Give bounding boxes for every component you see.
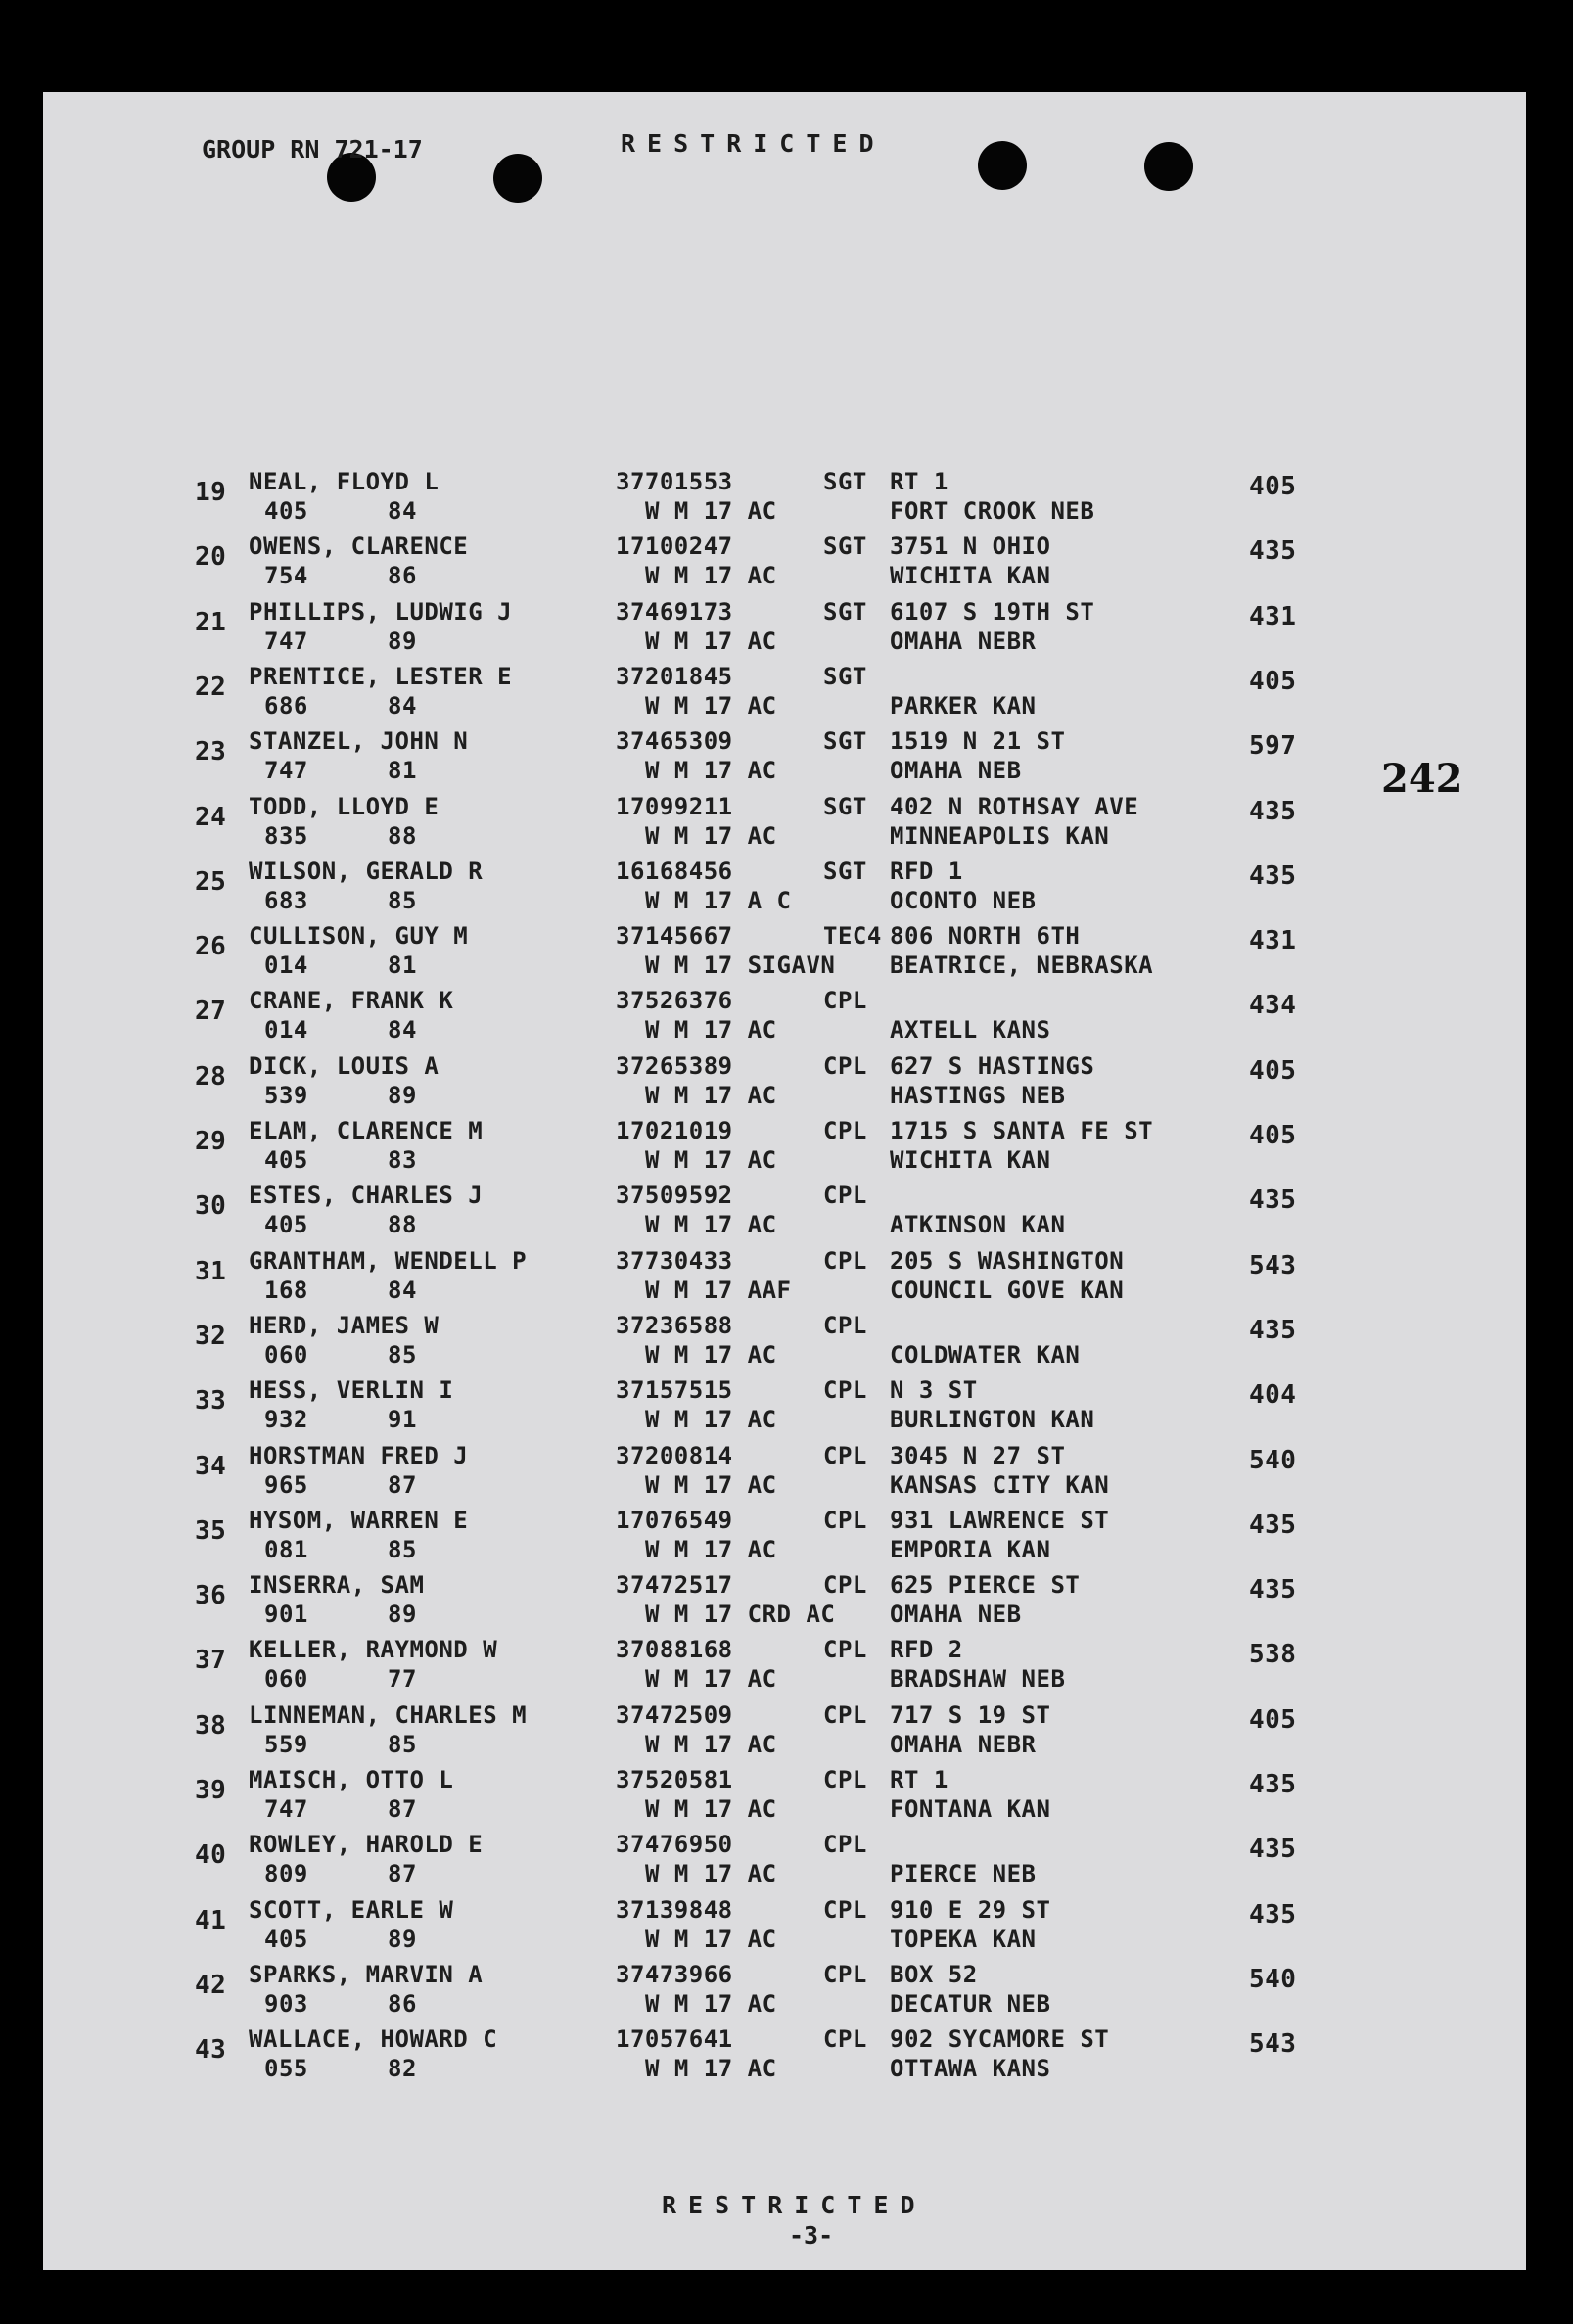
entry-code: 055 xyxy=(264,2055,308,2083)
entry-addr2: WICHITA KAN xyxy=(890,562,1051,590)
entry-mos: 431 xyxy=(1249,926,1297,956)
entry-branch: W M 17 A C xyxy=(645,886,792,914)
entry-code: 747 xyxy=(264,627,308,655)
document-page xyxy=(43,92,1526,2270)
entry-rank: CPL xyxy=(823,1636,867,1664)
entry-addr2: FONTANA KAN xyxy=(890,1795,1051,1823)
entry-serial: 37472509 xyxy=(616,1700,733,1729)
entry-serial: 17076549 xyxy=(616,1506,733,1534)
entry-addr2: PIERCE NEB xyxy=(890,1860,1037,1888)
roster-entry xyxy=(43,1247,1526,1312)
entry-code: 060 xyxy=(264,1340,308,1369)
entry-code: 932 xyxy=(264,1406,308,1434)
entry-score: 86 xyxy=(388,562,417,590)
entry-mos: 435 xyxy=(1249,1770,1297,1799)
classification-footer: RESTRICTED xyxy=(662,2191,927,2219)
entry-name: DICK, LOUIS A xyxy=(249,1051,440,1080)
entry-rank: TEC4 xyxy=(823,922,882,951)
entry-num: 38 xyxy=(195,1710,227,1741)
entry-branch: W M 17 AAF xyxy=(645,1276,792,1304)
entry-num: 22 xyxy=(195,672,227,702)
entry-name: SCOTT, EARLE W xyxy=(249,1895,454,1924)
entry-addr1: 1519 N 21 ST xyxy=(890,727,1066,756)
entry-rank: SGT xyxy=(823,792,867,820)
entry-num: 39 xyxy=(195,1776,227,1805)
entry-rank: CPL xyxy=(823,1960,867,1988)
entry-rank: SGT xyxy=(823,857,867,885)
entry-addr2: PARKER KAN xyxy=(890,691,1037,720)
entry-code: 405 xyxy=(264,1211,308,1239)
entry-serial: 37469173 xyxy=(616,597,733,626)
entry-branch: W M 17 AC xyxy=(645,2055,777,2083)
entry-branch: W M 17 AC xyxy=(645,821,777,850)
entry-score: 87 xyxy=(388,1470,417,1499)
entry-rank: CPL xyxy=(823,2025,867,2054)
entry-code: 686 xyxy=(264,691,308,720)
entry-score: 82 xyxy=(388,2055,417,2083)
entry-name: ROWLEY, HAROLD E xyxy=(249,1831,484,1859)
entry-serial: 37200814 xyxy=(616,1441,733,1469)
entry-addr1: 205 S WASHINGTON xyxy=(890,1246,1125,1275)
entry-serial: 37520581 xyxy=(616,1766,733,1793)
entry-score: 83 xyxy=(388,1146,417,1174)
entry-score: 85 xyxy=(388,1535,417,1563)
entry-addr2: COUNCIL GOVE KAN xyxy=(890,1276,1125,1304)
entry-num: 32 xyxy=(195,1321,227,1351)
entry-name: MAISCH, OTTO L xyxy=(249,1766,454,1793)
entry-addr2: EMPORIA KAN xyxy=(890,1535,1051,1563)
entry-addr1: 3045 N 27 ST xyxy=(890,1441,1066,1469)
roster-entry xyxy=(43,922,1526,987)
entry-mos: 405 xyxy=(1249,666,1297,696)
roster-entry xyxy=(43,1052,1526,1117)
entry-name: ELAM, CLARENCE M xyxy=(249,1117,484,1144)
roster-entry xyxy=(43,1636,1526,1700)
entry-score: 86 xyxy=(388,1989,417,2018)
roster-entry xyxy=(43,1442,1526,1507)
entry-mos: 435 xyxy=(1249,1510,1297,1540)
entry-serial: 17021019 xyxy=(616,1117,733,1144)
entry-num: 27 xyxy=(195,997,227,1027)
entry-serial: 37472517 xyxy=(616,1571,733,1600)
entry-addr2: AXTELL KANS xyxy=(890,1016,1051,1045)
entry-serial: 37473966 xyxy=(616,1960,733,1988)
roster-entry xyxy=(43,1571,1526,1636)
entry-num: 41 xyxy=(195,1905,227,1935)
entry-rank: CPL xyxy=(823,1831,867,1859)
entry-branch: W M 17 AC xyxy=(645,1406,777,1434)
entry-num: 25 xyxy=(195,866,227,897)
entry-name: SPARKS, MARVIN A xyxy=(249,1960,484,1988)
entry-num: 36 xyxy=(195,1581,227,1611)
roster-entry xyxy=(43,1831,1526,1895)
roster-entry xyxy=(43,727,1526,792)
entry-mos: 435 xyxy=(1249,1899,1297,1929)
entry-serial: 37157515 xyxy=(616,1376,733,1405)
entry-mos: 405 xyxy=(1249,472,1297,501)
entry-addr1: RFD 2 xyxy=(890,1636,963,1664)
entry-score: 84 xyxy=(388,1016,417,1045)
entry-code: 747 xyxy=(264,757,308,785)
entry-score: 85 xyxy=(388,1340,417,1369)
entry-code: 014 xyxy=(264,952,308,980)
entry-mos: 543 xyxy=(1249,2029,1297,2060)
entry-name: TODD, LLOYD E xyxy=(249,792,440,820)
roster-entry xyxy=(43,858,1526,922)
entry-serial: 37701553 xyxy=(616,468,733,495)
entry-branch: W M 17 AC xyxy=(645,1470,777,1499)
entry-mos: 435 xyxy=(1249,1315,1297,1345)
entry-code: 081 xyxy=(264,1535,308,1563)
entry-name: CRANE, FRANK K xyxy=(249,987,454,1015)
entry-branch: W M 17 AC xyxy=(645,757,777,785)
punch-hole xyxy=(1144,142,1193,191)
entry-branch: W M 17 AC xyxy=(645,1535,777,1563)
roster-entry xyxy=(43,1376,1526,1441)
entry-addr2: FORT CROOK NEB xyxy=(890,497,1095,525)
entry-score: 89 xyxy=(388,1601,417,1629)
roster-entry xyxy=(43,1312,1526,1376)
entry-score: 89 xyxy=(388,627,417,655)
entry-rank: CPL xyxy=(823,1376,867,1405)
entry-num: 30 xyxy=(195,1191,227,1222)
entry-rank: SGT xyxy=(823,597,867,626)
entry-branch: W M 17 AC xyxy=(645,1146,777,1174)
roster-entry xyxy=(43,1701,1526,1766)
entry-addr2: COLDWATER KAN xyxy=(890,1340,1081,1369)
punch-hole xyxy=(493,154,542,203)
entry-addr2: DECATUR NEB xyxy=(890,1989,1051,2018)
entry-rank: CPL xyxy=(823,1246,867,1275)
roster-entry xyxy=(43,663,1526,727)
entry-mos: 431 xyxy=(1249,601,1297,631)
entry-name: HERD, JAMES W xyxy=(249,1311,440,1339)
entry-addr2: BRADSHAW NEB xyxy=(890,1665,1066,1694)
entry-mos: 540 xyxy=(1249,1445,1297,1475)
entry-serial: 17099211 xyxy=(616,792,733,820)
entry-code: 168 xyxy=(264,1276,308,1304)
entry-name: STANZEL, JOHN N xyxy=(249,727,469,756)
entry-num: 35 xyxy=(195,1515,227,1546)
roster-entry xyxy=(43,1117,1526,1182)
entry-branch: W M 17 AC xyxy=(645,562,777,590)
punch-hole xyxy=(978,141,1027,190)
entry-addr1: 625 PIERCE ST xyxy=(890,1571,1081,1600)
entry-mos: 435 xyxy=(1249,1575,1297,1605)
entry-rank: CPL xyxy=(823,1895,867,1924)
entry-serial: 37145667 xyxy=(616,922,733,951)
entry-name: NEAL, FLOYD L xyxy=(249,468,440,495)
entry-rank: CPL xyxy=(823,987,867,1015)
entry-branch: W M 17 CRD AC xyxy=(645,1601,836,1629)
classification-header: RESTRICTED xyxy=(621,129,886,158)
roster-entry xyxy=(43,1766,1526,1831)
entry-score: 88 xyxy=(388,1211,417,1239)
entry-code: 965 xyxy=(264,1470,308,1499)
entry-code: 754 xyxy=(264,562,308,590)
entry-code: 405 xyxy=(264,497,308,525)
entry-name: HORSTMAN FRED J xyxy=(249,1441,469,1469)
entry-addr2: TOPEKA KAN xyxy=(890,1925,1037,1953)
entry-name: GRANTHAM, WENDELL P xyxy=(249,1246,528,1275)
entry-score: 91 xyxy=(388,1406,417,1434)
entry-addr2: BEATRICE, NEBRASKA xyxy=(890,952,1154,980)
entry-serial: 17057641 xyxy=(616,2025,733,2054)
entry-addr1: 910 E 29 ST xyxy=(890,1895,1051,1924)
entry-serial: 37139848 xyxy=(616,1895,733,1924)
entry-num: 24 xyxy=(195,802,227,832)
roster-entry xyxy=(43,2025,1526,2090)
entry-addr2: KANSAS CITY KAN xyxy=(890,1470,1110,1499)
entry-serial: 37088168 xyxy=(616,1636,733,1664)
entry-addr2: HASTINGS NEB xyxy=(890,1081,1066,1109)
entry-num: 20 xyxy=(195,542,227,573)
entry-addr1: RFD 1 xyxy=(890,857,963,885)
entry-code: 539 xyxy=(264,1081,308,1109)
entry-mos: 435 xyxy=(1249,796,1297,826)
roster-entry xyxy=(43,1961,1526,2025)
entry-branch: W M 17 AC xyxy=(645,1795,777,1823)
entry-num: 40 xyxy=(195,1840,227,1871)
entry-serial: 37265389 xyxy=(616,1051,733,1080)
entry-addr1: 717 S 19 ST xyxy=(890,1700,1051,1729)
entry-mos: 434 xyxy=(1249,991,1297,1021)
entry-num: 28 xyxy=(195,1061,227,1092)
entry-addr2: WICHITA KAN xyxy=(890,1146,1051,1174)
entry-serial: 37730433 xyxy=(616,1246,733,1275)
page-number: -3- xyxy=(789,2221,834,2250)
entry-rank: CPL xyxy=(823,1571,867,1600)
entry-rank: SGT xyxy=(823,727,867,756)
group-number: GROUP RN 721-17 xyxy=(202,135,423,163)
roster-entry xyxy=(43,598,1526,663)
entry-rank: CPL xyxy=(823,1117,867,1144)
roster-entry xyxy=(43,987,1526,1051)
entry-num: 26 xyxy=(195,932,227,962)
entry-code: 835 xyxy=(264,821,308,850)
entry-branch: W M 17 AC xyxy=(645,1860,777,1888)
entry-addr2: OMAHA NEBR xyxy=(890,627,1037,655)
entry-name: CULLISON, GUY M xyxy=(249,922,469,951)
entry-score: 87 xyxy=(388,1795,417,1823)
entry-score: 85 xyxy=(388,886,417,914)
entry-score: 84 xyxy=(388,1276,417,1304)
roster-entry xyxy=(43,793,1526,858)
roster-entry xyxy=(43,468,1526,533)
entry-branch: W M 17 AC xyxy=(645,1081,777,1109)
entry-mos: 540 xyxy=(1249,1964,1297,1994)
entry-num: 31 xyxy=(195,1256,227,1286)
entry-mos: 435 xyxy=(1249,1185,1297,1216)
entry-branch: W M 17 AC xyxy=(645,627,777,655)
entry-addr1: BOX 52 xyxy=(890,1960,978,1988)
entry-name: PHILLIPS, LUDWIG J xyxy=(249,597,513,626)
entry-addr1: 1715 S SANTA FE ST xyxy=(890,1117,1154,1144)
entry-rank: CPL xyxy=(823,1182,867,1210)
roster-entry xyxy=(43,533,1526,597)
entry-num: 34 xyxy=(195,1451,227,1481)
entry-code: 014 xyxy=(264,1016,308,1045)
entry-num: 37 xyxy=(195,1646,227,1676)
entry-mos: 405 xyxy=(1249,1055,1297,1086)
entry-rank: SGT xyxy=(823,662,867,690)
entry-name: WALLACE, HOWARD C xyxy=(249,2025,498,2054)
entry-addr2: OMAHA NEB xyxy=(890,757,1022,785)
entry-addr2: OMAHA NEBR xyxy=(890,1730,1037,1758)
entry-num: 23 xyxy=(195,737,227,767)
entry-serial: 37509592 xyxy=(616,1182,733,1210)
entry-rank: CPL xyxy=(823,1766,867,1793)
page-stamp-number: 242 xyxy=(1381,756,1463,802)
entry-addr2: OTTAWA KANS xyxy=(890,2055,1051,2083)
entry-code: 809 xyxy=(264,1860,308,1888)
entry-mos: 597 xyxy=(1249,731,1297,762)
entry-score: 89 xyxy=(388,1081,417,1109)
entry-mos: 543 xyxy=(1249,1250,1297,1280)
entry-num: 43 xyxy=(195,2035,227,2066)
entry-num: 21 xyxy=(195,607,227,637)
entry-num: 19 xyxy=(195,478,227,507)
entry-branch: W M 17 SIGAVN xyxy=(645,952,836,980)
roster-entry xyxy=(43,1896,1526,1961)
entry-branch: W M 17 AC xyxy=(645,1665,777,1694)
entry-code: 405 xyxy=(264,1925,308,1953)
entry-name: OWENS, CLARENCE xyxy=(249,533,469,561)
entry-addr1: 902 SYCAMORE ST xyxy=(890,2025,1110,2054)
entry-name: ESTES, CHARLES J xyxy=(249,1182,484,1210)
entry-mos: 538 xyxy=(1249,1640,1297,1670)
entry-code: 903 xyxy=(264,1989,308,2018)
entry-name: WILSON, GERALD R xyxy=(249,857,484,885)
entry-rank: CPL xyxy=(823,1051,867,1080)
entry-branch: W M 17 AC xyxy=(645,1730,777,1758)
entry-serial: 37476950 xyxy=(616,1831,733,1859)
entry-name: LINNEMAN, CHARLES M xyxy=(249,1700,528,1729)
entry-score: 77 xyxy=(388,1665,417,1694)
entry-mos: 435 xyxy=(1249,860,1297,891)
entry-name: HYSOM, WARREN E xyxy=(249,1506,469,1534)
entry-mos: 435 xyxy=(1249,536,1297,567)
roster-entry xyxy=(43,1182,1526,1246)
entry-addr1: 806 NORTH 6TH xyxy=(890,922,1081,951)
entry-code: 747 xyxy=(264,1795,308,1823)
entry-addr1: 402 N ROTHSAY AVE xyxy=(890,792,1139,820)
entry-addr2: OMAHA NEB xyxy=(890,1601,1022,1629)
entry-code: 901 xyxy=(264,1601,308,1629)
entry-addr1: RT 1 xyxy=(890,1766,948,1793)
entry-name: HESS, VERLIN I xyxy=(249,1376,454,1405)
entry-addr1: N 3 ST xyxy=(890,1376,978,1405)
entry-rank: CPL xyxy=(823,1441,867,1469)
entry-addr2: BURLINGTON KAN xyxy=(890,1406,1095,1434)
entry-rank: CPL xyxy=(823,1311,867,1339)
entry-rank: SGT xyxy=(823,468,867,495)
entry-rank: CPL xyxy=(823,1506,867,1534)
entry-rank: SGT xyxy=(823,533,867,561)
entry-addr1: 931 LAWRENCE ST xyxy=(890,1506,1110,1534)
entry-code: 060 xyxy=(264,1665,308,1694)
entry-serial: 37236588 xyxy=(616,1311,733,1339)
entry-serial: 37465309 xyxy=(616,727,733,756)
entry-num: 33 xyxy=(195,1386,227,1417)
entry-score: 84 xyxy=(388,691,417,720)
entry-name: INSERRA, SAM xyxy=(249,1571,425,1600)
entry-score: 84 xyxy=(388,497,417,525)
entry-serial: 16168456 xyxy=(616,857,733,885)
entry-addr1: RT 1 xyxy=(890,468,948,495)
entry-score: 81 xyxy=(388,757,417,785)
entry-score: 89 xyxy=(388,1925,417,1953)
entry-score: 87 xyxy=(388,1860,417,1888)
entry-num: 29 xyxy=(195,1127,227,1156)
entry-serial: 37526376 xyxy=(616,987,733,1015)
entry-name: KELLER, RAYMOND W xyxy=(249,1636,498,1664)
entry-serial: 37201845 xyxy=(616,662,733,690)
entry-addr2: MINNEAPOLIS KAN xyxy=(890,821,1110,850)
entry-mos: 435 xyxy=(1249,1835,1297,1865)
entry-branch: W M 17 AC xyxy=(645,1925,777,1953)
entry-addr2: OCONTO NEB xyxy=(890,886,1037,914)
entry-branch: W M 17 AC xyxy=(645,1340,777,1369)
entry-name: PRENTICE, LESTER E xyxy=(249,662,513,690)
entry-addr1: 3751 N OHIO xyxy=(890,533,1051,561)
roster-entry xyxy=(43,1507,1526,1571)
entry-num: 42 xyxy=(195,1970,227,2000)
entry-serial: 17100247 xyxy=(616,533,733,561)
entry-branch: W M 17 AC xyxy=(645,691,777,720)
entry-code: 683 xyxy=(264,886,308,914)
entry-score: 88 xyxy=(388,821,417,850)
entry-branch: W M 17 AC xyxy=(645,1016,777,1045)
entry-mos: 405 xyxy=(1249,1704,1297,1735)
entry-branch: W M 17 AC xyxy=(645,1989,777,2018)
entry-score: 85 xyxy=(388,1730,417,1758)
entry-code: 405 xyxy=(264,1146,308,1174)
entry-mos: 404 xyxy=(1249,1380,1297,1411)
entry-rank: CPL xyxy=(823,1700,867,1729)
entry-addr2: ATKINSON KAN xyxy=(890,1211,1066,1239)
entry-code: 559 xyxy=(264,1730,308,1758)
entry-branch: W M 17 AC xyxy=(645,1211,777,1239)
entry-addr1: 6107 S 19TH ST xyxy=(890,597,1095,626)
entry-score: 81 xyxy=(388,952,417,980)
entry-mos: 405 xyxy=(1249,1121,1297,1150)
entry-addr1: 627 S HASTINGS xyxy=(890,1051,1095,1080)
entry-branch: W M 17 AC xyxy=(645,497,777,525)
